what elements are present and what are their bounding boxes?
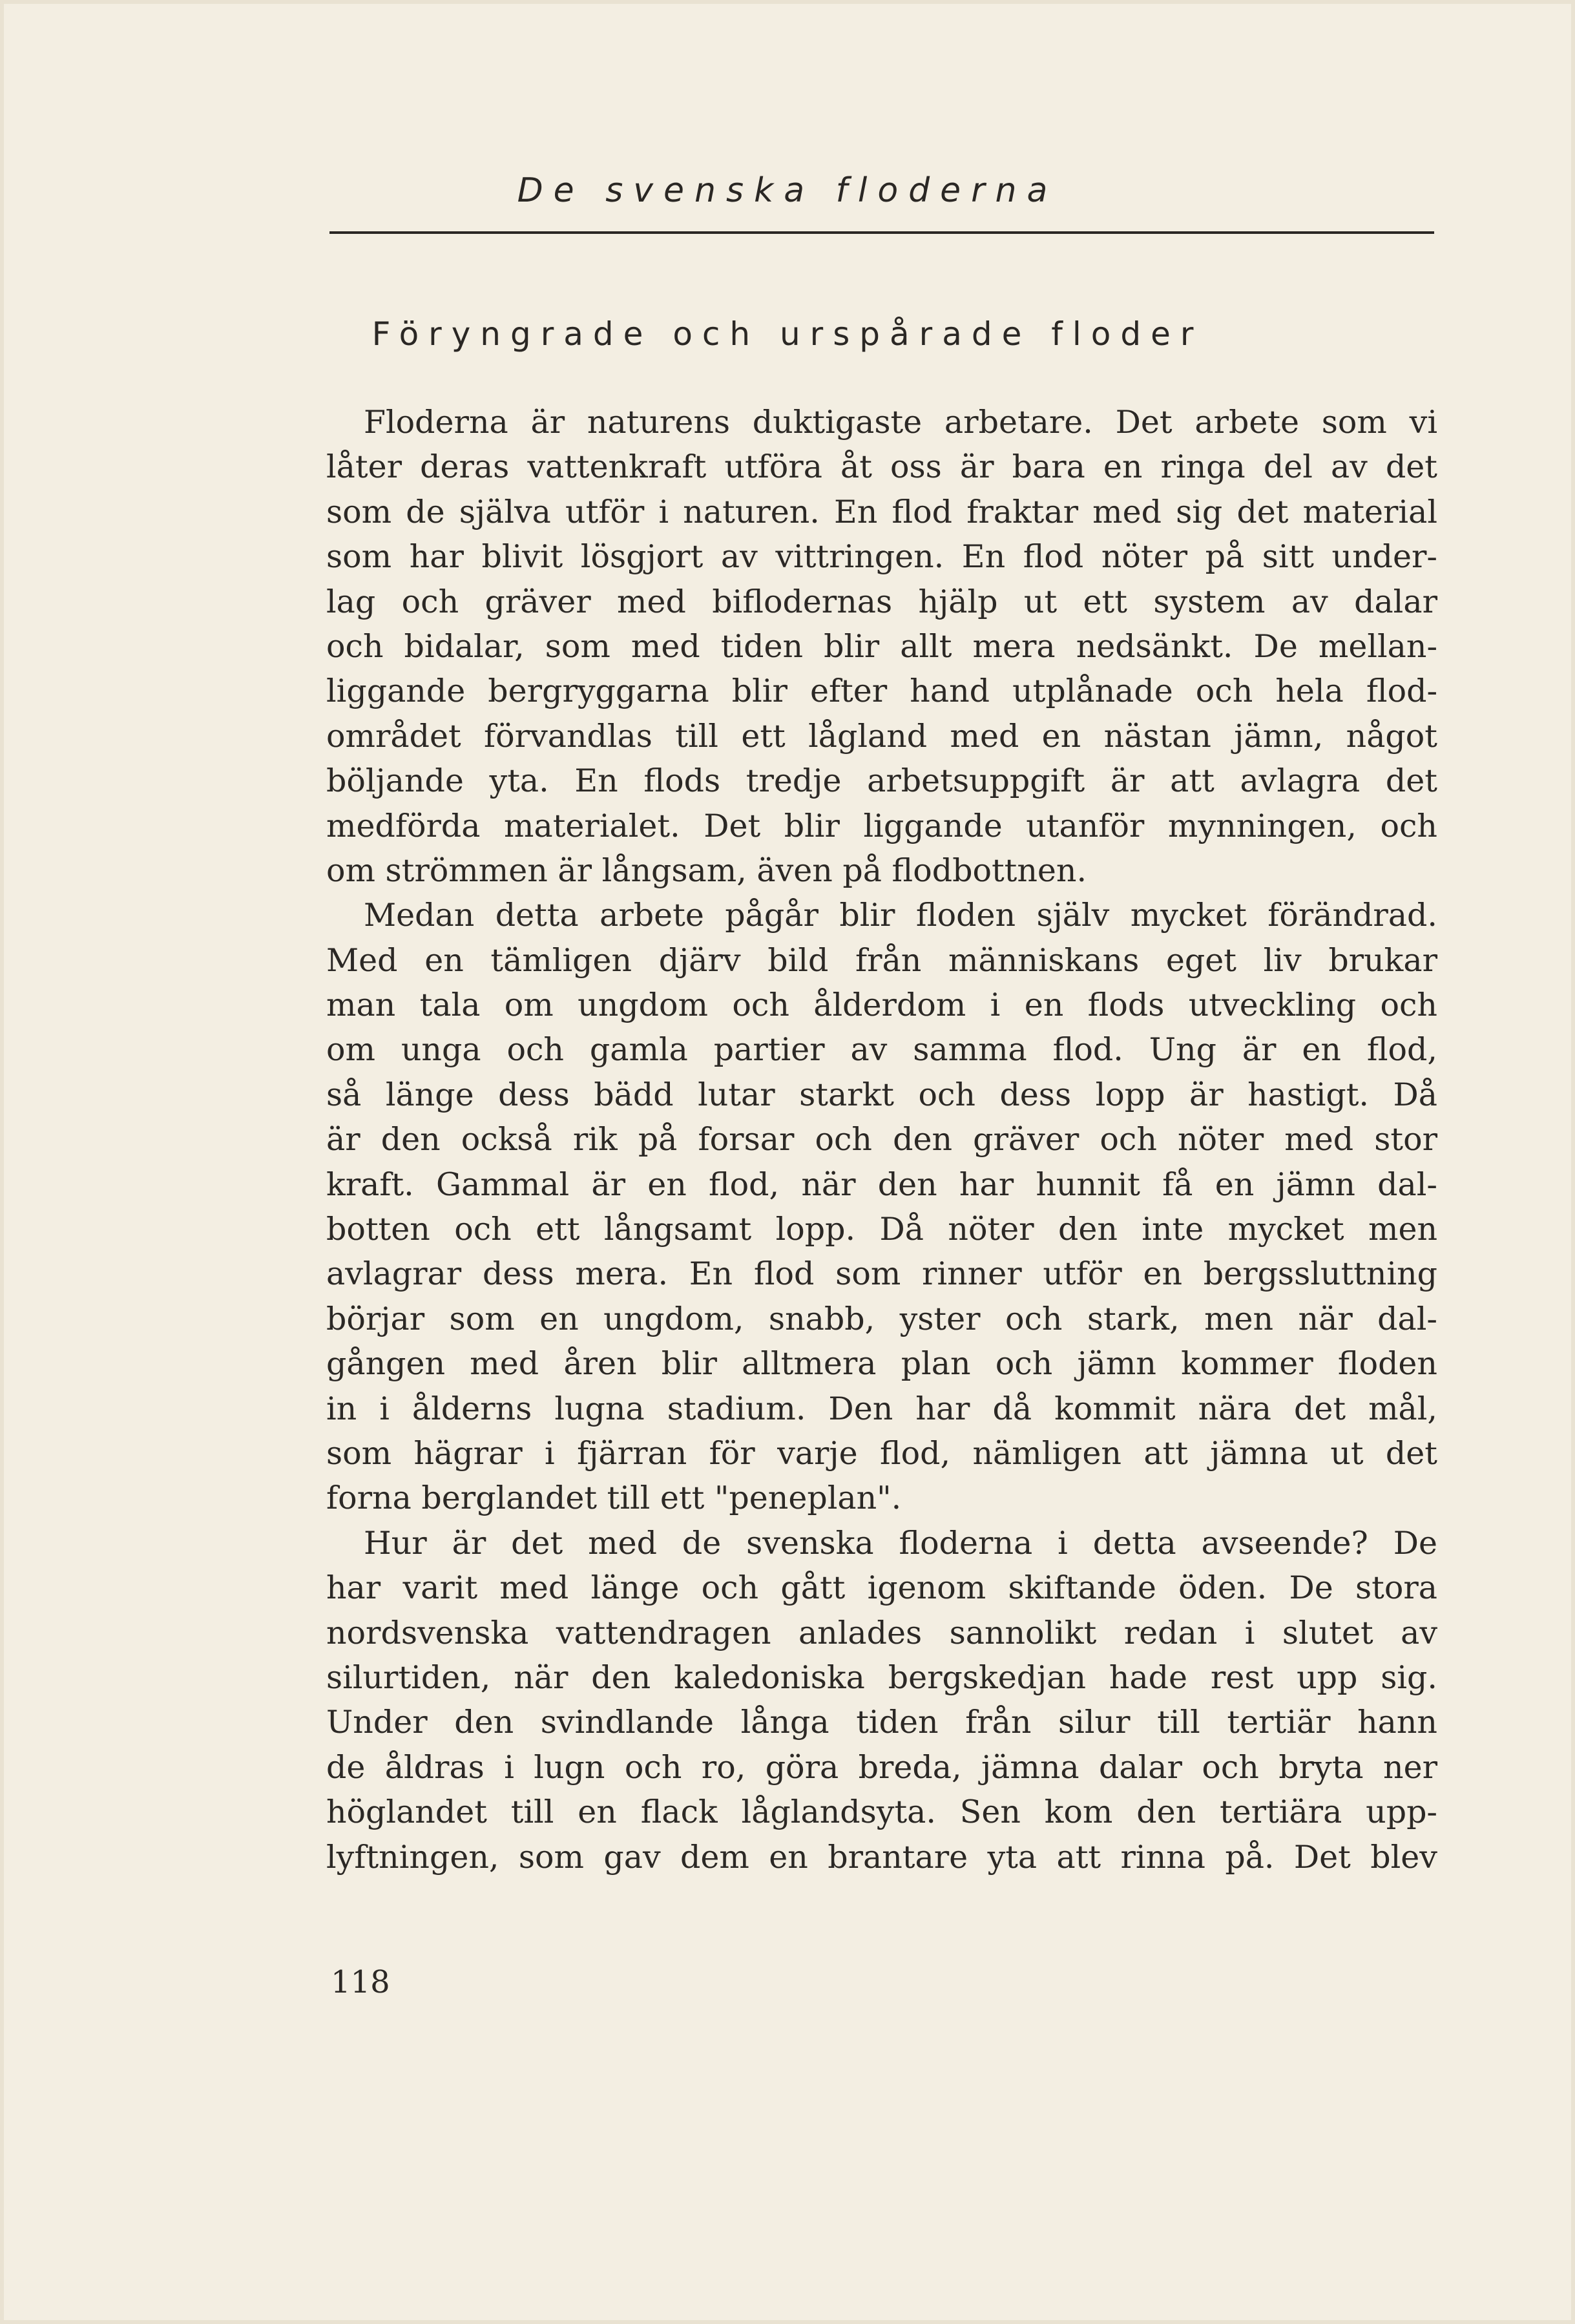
text-line: nordsvenska vattendragen anlades sannolikt redan i slutet av [326, 1614, 1437, 1651]
text-line: de åldras i lugn och ro, göra breda, jämna dalar och bryta ner [326, 1748, 1437, 1786]
header-rule [329, 231, 1434, 234]
body-text [326, 400, 1437, 1879]
page-number: 118 [331, 1964, 390, 2000]
text-line: Hur är det med de svenska floderna i detta avseende? De [364, 1524, 1437, 1562]
text-line: börjar som en ungdom, snabb, yster och stark, men när dal- [326, 1300, 1437, 1337]
text-line: som hägrar i fjärran för varje flod, nämligen att jämna ut det [326, 1434, 1437, 1472]
running-head: De svenska floderna [517, 171, 1058, 210]
text-line: låter deras vattenkraft utföra åt oss är bara en ringa del av det [326, 448, 1437, 486]
paragraph-3 [326, 1521, 1437, 1879]
text-line: så länge dess bädd lutar starkt och dess lopp är hastigt. Då [326, 1076, 1437, 1113]
text-line: om unga och gamla partier av samma flod. Ung är en flod, [326, 1031, 1437, 1069]
text-line: lag och gräver med biflodernas hjälp ut ett system av dalar [326, 583, 1437, 620]
text-line: Under den svindlande långa tiden från silur till tertiär hann [326, 1704, 1437, 1741]
text-line: som har blivit lösgjort av vittringen. En flod nöter på sitt under- [326, 538, 1437, 576]
text-line: Floderna är naturens duktigaste arbetare. Det arbete som vi [364, 404, 1437, 441]
text-line: och bidalar, som med tiden blir allt mera nedsänkt. De mellan- [326, 627, 1437, 665]
text-line: man tala om ungdom och ålderdom i en flods utveckling och [326, 987, 1437, 1024]
section-title: Föryngrade och urspårade floder [371, 315, 1204, 353]
text-line: höglandet till en flack låglandsyta. Sen kom den tertiära upp- [326, 1794, 1437, 1831]
text-line: om strömmen är långsam, även på flodbottnen. [326, 852, 1087, 889]
text-line: är den också rik på forsar och den gräver och nöter med stor [326, 1121, 1437, 1158]
text-line: har varit med länge och gått igenom skiftande öden. De stora [326, 1569, 1437, 1607]
text-line: Medan detta arbete pågår blir floden själv mycket förändrad. [364, 897, 1437, 934]
text-line: silurtiden, när den kaledoniska bergskedjan hade rest upp sig. [326, 1659, 1437, 1696]
text-line: Med en tämligen djärv bild från människans eget liv brukar [326, 941, 1437, 979]
text-line: lyftningen, som gav dem en brantare yta att rinna på. Det blev [326, 1838, 1437, 1876]
text-line: avlagrar dess mera. En flod som rinner utför en bergssluttning [326, 1255, 1437, 1293]
text-line: in i ålderns lugna stadium. Den har då kommit nära det mål, [326, 1390, 1437, 1427]
text-line: kraft. Gammal är en flod, när den har hunnit få en jämn dal- [326, 1166, 1437, 1203]
text-line: liggande bergryggarna blir efter hand utplånade och hela flod- [326, 673, 1437, 710]
text-line: medförda materialet. Det blir liggande utanför mynningen, och [326, 807, 1437, 844]
paragraph-2 [326, 893, 1437, 1520]
text-line: som de själva utför i naturen. En flod fraktar med sig det material [326, 493, 1437, 530]
text-line: gången med åren blir alltmera plan och jämn kommer floden [326, 1345, 1437, 1383]
text-line: området förvandlas till ett lågland med en nästan jämn, något [326, 717, 1437, 755]
text-line: forna berglandet till ett "peneplan". [326, 1480, 902, 1517]
text-line: böljande yta. En flods tredje arbetsuppgift är att avlagra det [326, 762, 1437, 800]
paragraph-1 [326, 400, 1437, 893]
text-line: botten och ett långsamt lopp. Då nöter den inte mycket men [326, 1211, 1437, 1248]
